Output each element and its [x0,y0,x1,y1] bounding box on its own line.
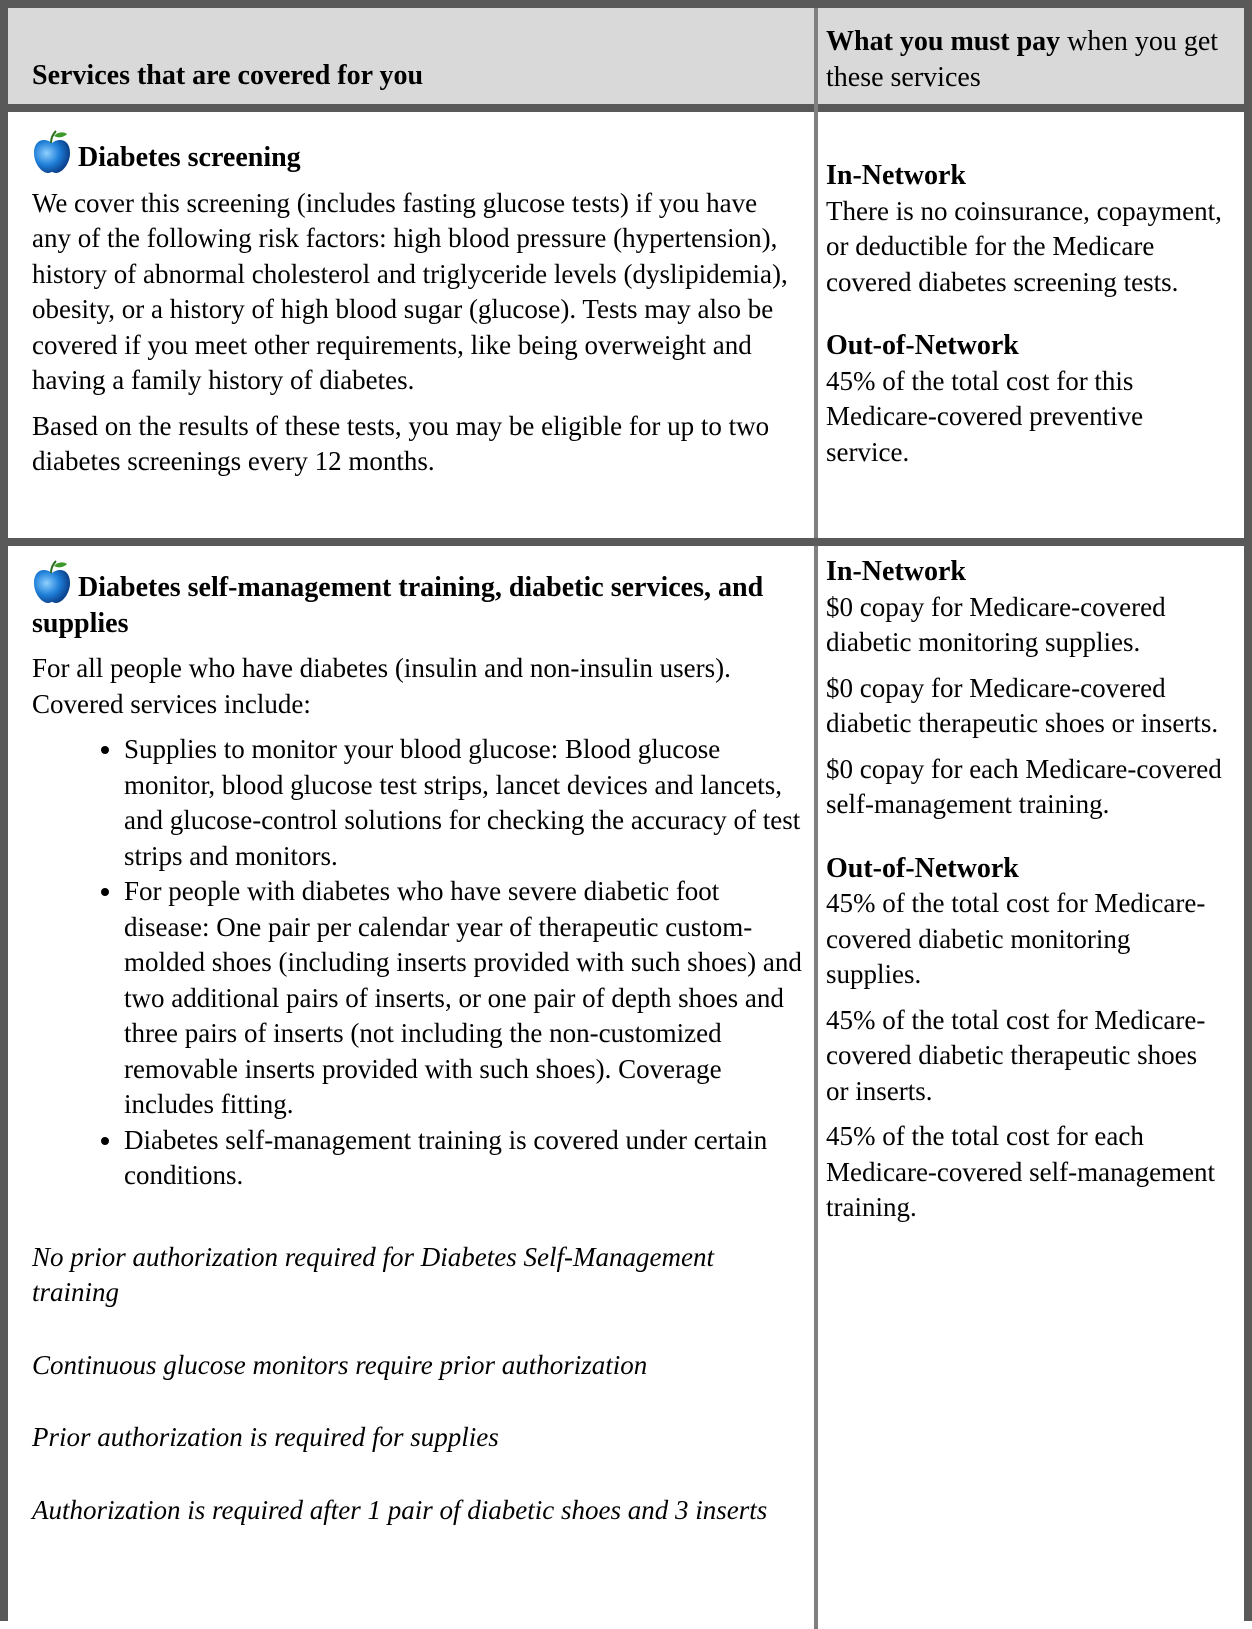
payment-column-header [826,24,1226,96]
training-note: No prior authorization required for Diabetes Self-Management training [32,1241,714,1307]
training-in-network-item: $0 copay for Medicare-covered diabetic monitoring supplies. [826,591,1166,657]
screening-paragraph-2: Based on the results of these tests, you may be eligible for up to two diabetes screenings every 12 months. [32,410,770,476]
row-separator [8,538,1244,546]
list-item: • Diabetes self-management training is covered under certain conditions. [124,1123,802,1194]
apple-icon [32,130,72,174]
training-in-network-item: $0 copay for Medicare-covered diabetic therapeutic shoes or inserts. [826,672,1219,738]
training-description-cell [32,560,802,1528]
column-divider [814,8,818,1629]
payment-header-bold: What you must pay [826,26,1061,57]
training-title-row [32,560,802,641]
screening-title-row [32,130,802,176]
list-item: • For people with diabetes who have severe diabetic foot disease: One pair per calendar year of therapeutic custom-molded shoes (including inserts provided with such shoes) and two additional pairs of inserts, or one pair of depth shoes and three pairs of inserts (not including the non-customized removable inserts provided with such shoes). Coverage includes fitting. [124,874,802,1123]
training-out-network-item: 45% of the total cost for Medicare-covered diabetic monitoring supplies. [826,888,1206,989]
screening-out-network-text: 45% of the total cost for this Medicare-covered preventive service. [826,365,1144,467]
screening-title: Diabetes screening [78,142,301,173]
training-title: Diabetes self-management training, diabetic services, and supplies [32,572,764,639]
training-in-network-item: $0 copay for each Medicare-covered self-management training. [826,753,1222,819]
services-column-header: Services that are covered for you [32,60,424,91]
training-note: Continuous glucose monitors require prior authorization [32,1349,648,1380]
training-intro: For all people who have diabetes (insulin and non-insulin users). Covered services include: [32,653,731,719]
screening-in-network-text: There is no coinsurance, copayment, or deductible for the Medicare covered diabetes screening tests. [826,195,1222,297]
training-out-network-item: 45% of the total cost for each Medicare-covered self-management training. [826,1121,1216,1222]
training-cost-cell [826,554,1226,1226]
training-bullet-list [32,732,802,1194]
training-in-network-label: In-Network [826,556,966,587]
training-out-network-item: 45% of the total cost for Medicare-covered diabetic therapeutic shoes or inserts. [826,1004,1206,1106]
training-note: Prior authorization is required for supplies [32,1422,499,1452]
apple-icon [32,560,72,604]
payment-header-rest: when you get these services [826,26,1219,93]
screening-paragraph-1: We cover this screening (includes fasting glucose tests) if you have any of the following risk factors: high blood pressure (hypertension), history of abnormal cholesterol and triglyceride levels (dyslipidemia), obesity, or a history of high blood sugar (glucose). Tests may also be covered if you meet other requirements, like being overweight and having a family history of diabetes. [32,187,788,395]
table-header [8,8,1244,112]
screening-description-cell [32,130,802,480]
screening-out-network-label: Out-of-Network [826,330,1019,361]
screening-in-network-label: In-Network [826,160,966,191]
training-out-network-label: Out-of-Network [826,852,1019,884]
screening-cost-cell [826,158,1226,470]
list-item: • Supplies to monitor your blood glucose: Blood glucose monitor, blood glucose test strips, lancet devices and lancets, and glucose-control solutions for checking the accuracy of test strips and monitors. [124,732,802,874]
training-note: Authorization is required after 1 pair of diabetic shoes and 3 inserts [32,1494,768,1525]
